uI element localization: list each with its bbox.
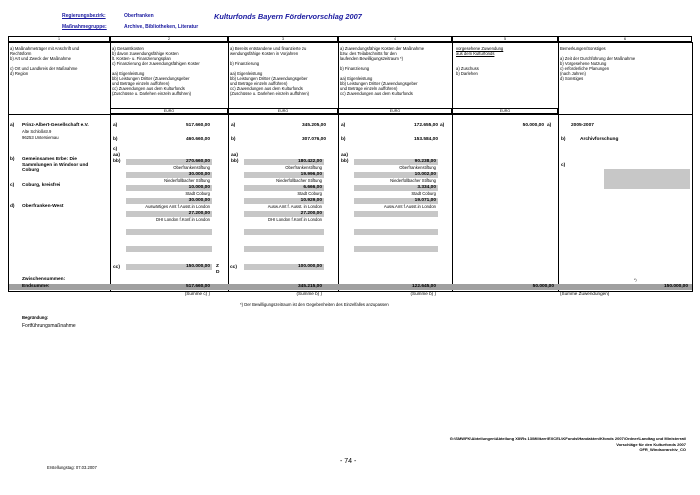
colnum-4: 4 [338, 36, 452, 42]
col3-total-note: (Summe b) ) [296, 291, 322, 296]
col2-total-costs: 517.660,00 [185, 123, 210, 128]
column-head-4: a) Zuwendungsfähige Kosten der Maßnahme bzw. des Teilabschnitts für den laufenden Bewilligungszeitraum *) b) Finanzierung aa) Eigenleistung bb) Leistungen Dritter (Zuwendungsgeber und Beträge einzeln aufführen) cc) Zuwendungen aus dem Kulturfonds [340, 46, 425, 96]
col4-funder-1: Oberfrankenstiftung [399, 165, 436, 170]
col6-b-label: b) [561, 137, 566, 142]
col3-b-label: b) [231, 137, 236, 142]
subtotal-label: Zwischensummen: [22, 277, 66, 282]
col3-cc-label: cc) [230, 265, 237, 270]
col4-own-funds: 90.238,00 [414, 159, 436, 164]
col3-financing: 307.076,00 [301, 137, 326, 142]
col6-usage: Archivforschung [580, 137, 619, 142]
project-purpose: Gemeinsames Erbe: Die Sammlungen in Windsor und Coburg [22, 157, 89, 174]
col3-grand-total: 345.215,00 [297, 284, 322, 289]
creation-date: Erstellungstag: 07.03.2007 [47, 465, 97, 470]
col6-grand-total: 150.000,00 [663, 284, 688, 289]
col3-funder-3: Stadt Coburg [297, 191, 322, 196]
project-letter-a: a) [10, 123, 15, 128]
project-letter-c: c) [10, 183, 15, 188]
euro-head-2: EURO [110, 108, 228, 114]
col2-aa-label: aa) [113, 153, 120, 158]
col6-c-label: c) [561, 163, 566, 168]
col4-funder-1-value: 10.002,00 [414, 172, 436, 177]
col2-bb-label: bb) [113, 159, 121, 164]
col3-funder-1: Oberfrankenstiftung [285, 165, 322, 170]
col4-a-label: a) [341, 123, 346, 128]
col4-funder-4: Ausw.Amt f.Ausst.in London [383, 204, 436, 209]
col3-fund-grant: 100.000,00 [297, 264, 322, 269]
col5-grant: 50.000,00 [522, 123, 544, 128]
col2-funder-4: Auswärtiges Amt f.Ausst.in London [145, 204, 210, 209]
col4-funder-3-value: 19.071,00 [414, 198, 436, 203]
column-head-6: Bemerkungen/Sonstiges a) Zeit der Durchführung der Maßnahme b) Vorgesehene Nutzung c) erforderliche Planungen (nach Jahren) d) Sonstiges [560, 46, 636, 81]
region-value: Oberfranken [124, 13, 154, 19]
project-region: Oberfranken-West [22, 204, 64, 209]
col3-a-label: a) [231, 123, 236, 128]
project-name: Prinz-Albert-Gesellschaft e.V. [22, 123, 89, 128]
total-label: Endsumme: [22, 284, 50, 289]
column-head-1: a) Maßnahmeträger mit Anschrift und Rechtsform b) Art und Zweck der Maßnahme c) Ort und Landkreis der Maßnahme d) Region [10, 46, 80, 76]
project-city: 96253 Untersiemau [22, 135, 59, 140]
col2-a-label: a) [113, 123, 118, 128]
col4-funder-2-value: 3.334,00 [417, 185, 436, 190]
col2-grant-flag: Z D [216, 264, 220, 275]
project-street: Alte Schloßstr.9 [22, 129, 52, 134]
colnum-5: 5 [452, 36, 558, 42]
col2-funder-1-value: 30.000,00 [188, 172, 210, 177]
col2-funder-4-value: 27.200,00 [188, 211, 210, 216]
colnum-1: 1 [8, 36, 110, 42]
total-row-band [9, 284, 692, 290]
col3-funder-5: DHI London f.Konf.in London [267, 217, 322, 222]
project-letter-d: d) [10, 204, 15, 209]
col5-a-suffix: a) [547, 123, 552, 128]
col4-funder-3: Stadt Coburg [411, 191, 436, 196]
page-title: Kulturfonds Bayern Fördervorschlag 2007 [214, 12, 362, 21]
col2-c-label: c) [113, 147, 118, 152]
euro-head-4: EURO [338, 108, 452, 114]
col2-eligible-costs: 460.660,00 [185, 137, 210, 142]
file-path: G:\SMWFK\Abteilungen\Abteilung XII\Rs 13\Militzer\EXCEL\KFonds\Handakten\Kfonds 2007\Ordner\Landtag und Ministerrat\ Vorschläge für den Kulturfonds 2007 OFR_Windsorarchiv_CO [449, 436, 686, 452]
col4-financing: 153.584,00 [413, 137, 438, 142]
colnum-6: 6 [558, 36, 692, 42]
reason-label: Begründung: [22, 315, 49, 320]
col4-total-note: (Summe b) ) [410, 291, 436, 296]
col3-funder-2: Niederfüllbacher Stiftung [276, 178, 322, 183]
col6-total-note: (Summe Zuwendungen) [560, 291, 610, 296]
page-number: - 74 - [340, 458, 357, 465]
col2-b-label: b) [113, 137, 118, 142]
col2-cc-label: cc) [113, 265, 120, 270]
region-label: Regierungsbezirk: [62, 13, 106, 19]
col3-prior-costs: 345.205,00 [301, 123, 326, 128]
project-place: Coburg, kreisfrei [22, 183, 61, 188]
footnote: *) Der Bewilligungszeitraum ist den Gegebenheiten des Einzelfalles anzupassen [240, 302, 389, 307]
group-label: Maßnahmegruppe: [62, 24, 107, 30]
colnum-3: 3 [228, 36, 338, 42]
column-head-5: vorgesehene Zuwendung aus dem Kulturfonds [456, 46, 504, 56]
col3-funder-4-value: 27.200,00 [300, 211, 322, 216]
col2-fund-grant: 150.000,00 [185, 264, 210, 269]
col4-a-suffix: a) [440, 123, 445, 128]
col6-star: *) [634, 278, 637, 282]
column-head-2: a) Gesamtkosten b) davon zuwendungsfähige Kosten lt. Kosten- u. Finanzierungsplan c) Finanzierung der zuwendungsfähigen Koster aa) Eigenleistung bb) Leistungen Dritter (Zuwendungsgeber und Beträge einzeln aufführen) cc) Zuwendungen aus dem Kulturfonds (Zuschüsse u. Darlehen einzeln aufführen) [112, 46, 200, 96]
col5-grand-total: 50.000,00 [532, 284, 554, 289]
col2-funder-5: DHI London f.Konf.in London [155, 217, 210, 222]
col6-period: 2005-2007 [571, 123, 594, 128]
col4-grand-total: 122.645,00 [411, 284, 436, 289]
col4-current-costs: 172.655,00 [413, 123, 438, 128]
col3-bb-label: bb) [231, 159, 239, 164]
col3-aa-label: aa) [231, 153, 238, 158]
col3-funder-4: Ausw.Amt f. Ausst. in London [267, 204, 322, 209]
col3-funder-2-value: 6.666,00 [303, 185, 322, 190]
col3-funder-3-value: 10.929,00 [300, 198, 322, 203]
col4-aa-label: aa) [341, 153, 348, 158]
col2-funder-3: Stadt Coburg [185, 191, 210, 196]
col2-funder-1: Oberfrankenstiftung [173, 165, 210, 170]
euro-head-3: EURO [228, 108, 338, 114]
column-head-3: a) Bereits entstandene und finanzierte zu wendungsfähige Kosten in Vorjahren b) Finanzierung aa) Eigenleistung bb) Leistungen Dritter (Zuwendungsgeber und Beträge einzeln aufführen) cc) Zuwendungen aus dem Kulturfonds (Zuschüsse u. Darlehen einzeln aufführen) [230, 46, 310, 96]
col4-funder-2: Niederfüllbacher Stiftung [390, 178, 436, 183]
col2-funder-2: Niederfüllbacher Stiftung [164, 178, 210, 183]
euro-head-5: EURO [452, 108, 558, 114]
column-head-5-sub: a) Zuschuss b) Darlehen [456, 66, 479, 76]
col3-funder-1-value: 19.996,00 [300, 172, 322, 177]
col2-own-funds: 270.660,00 [185, 159, 210, 164]
col2-grand-total: 517.660,00 [185, 284, 210, 289]
col3-own-funds: 180.422,00 [297, 159, 322, 164]
reason-text: Fortführungsmaßnahme [22, 323, 76, 329]
col4-b-label: b) [341, 137, 346, 142]
colnum-2: 2 [110, 36, 228, 42]
project-letter-b: b) [10, 157, 15, 162]
col4-bb-label: bb) [341, 159, 349, 164]
group-value: Archive, Bibliotheken, Literatur [124, 24, 199, 30]
col2-total-note: (Summe c) ) [184, 291, 210, 296]
col2-funder-3-value: 30.000,00 [188, 198, 210, 203]
col2-funder-2-value: 10.000,00 [188, 185, 210, 190]
